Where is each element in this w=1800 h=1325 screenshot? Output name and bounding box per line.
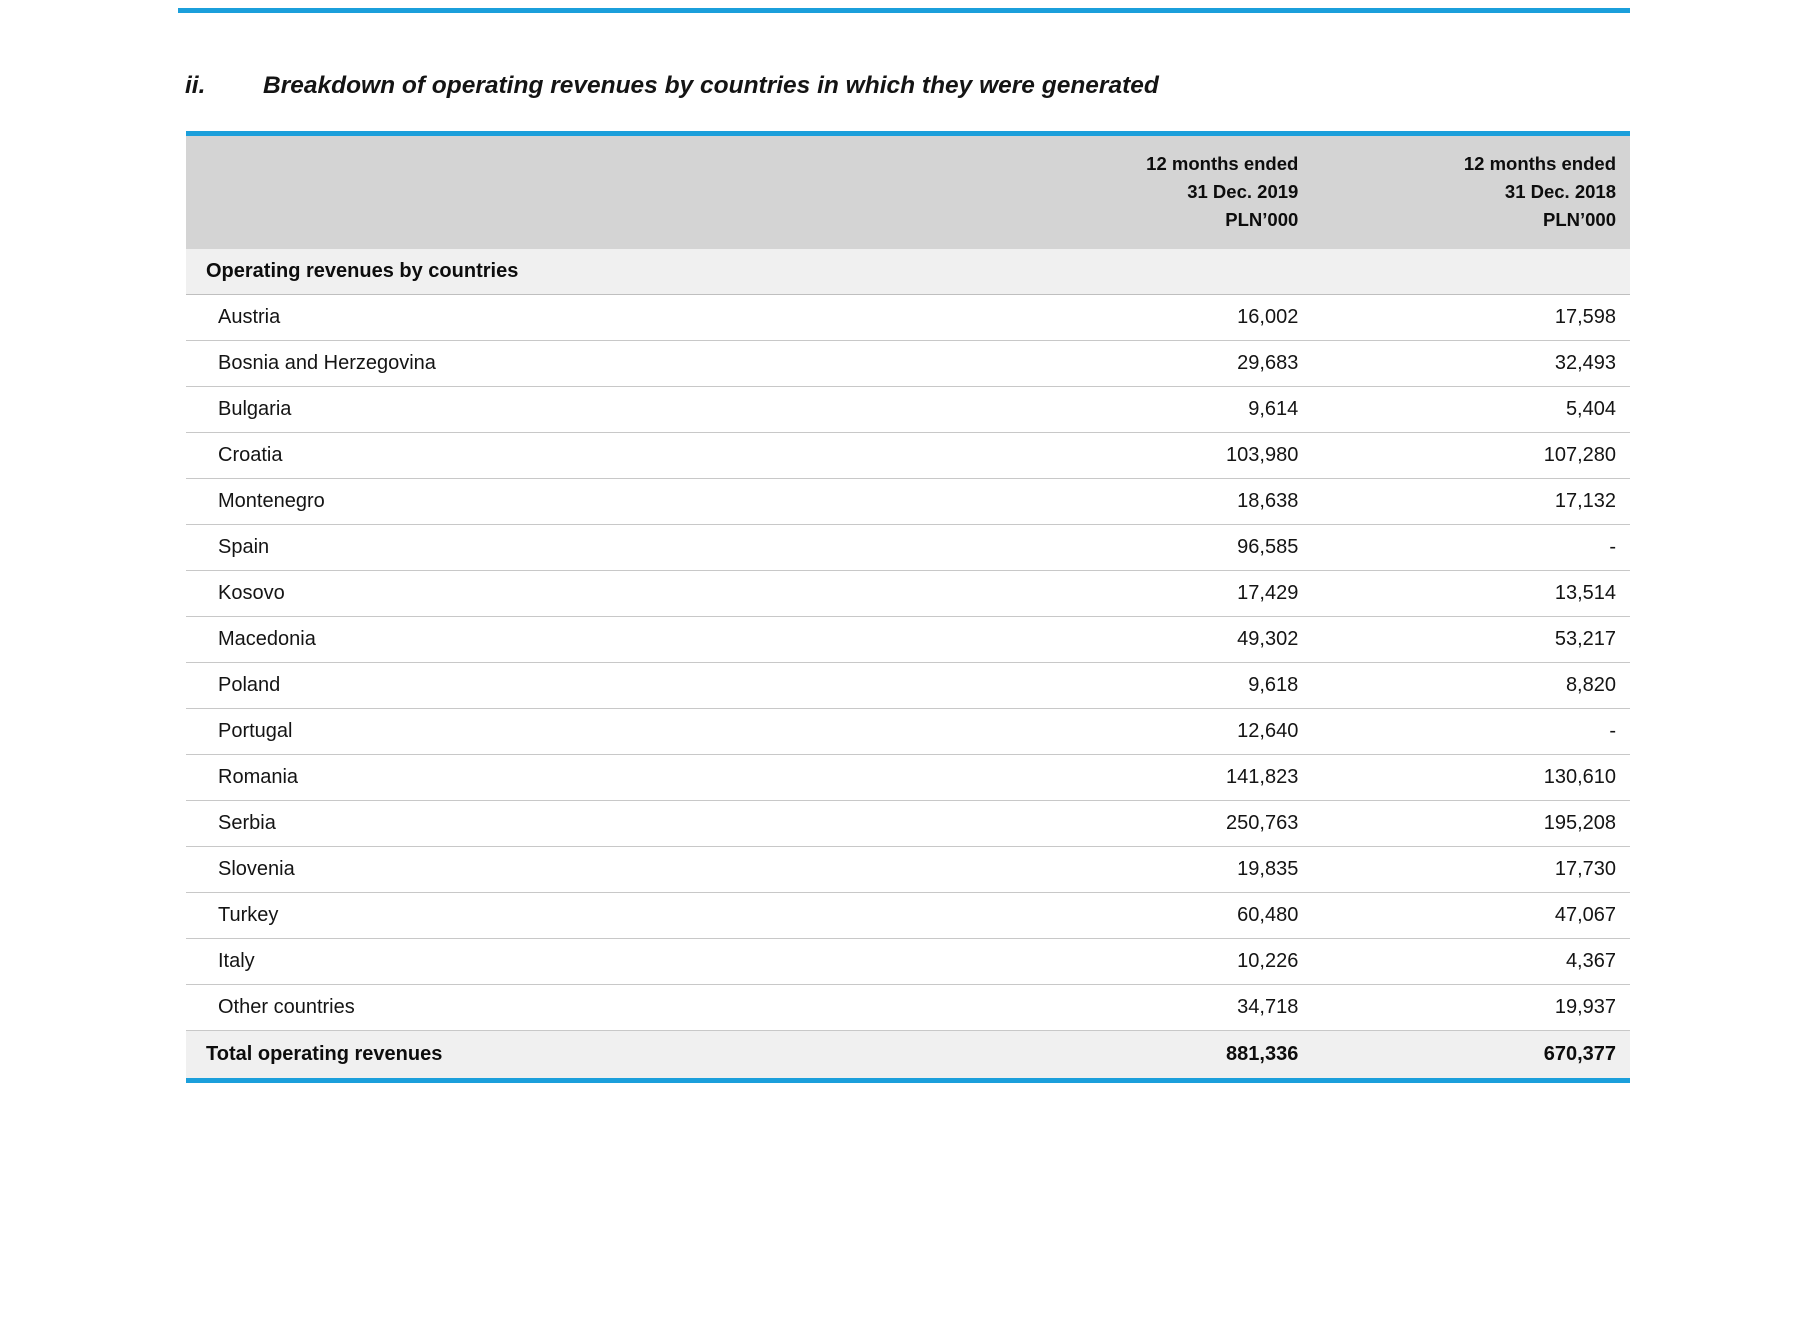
row-value-2018: -	[1312, 525, 1630, 571]
row-value-2019: 12,640	[995, 709, 1313, 755]
row-value-2019: 60,480	[995, 893, 1313, 939]
row-value-2019: 16,002	[995, 295, 1313, 341]
table-row	[186, 893, 1630, 939]
row-label: Turkey	[186, 893, 995, 939]
header-cell-2019	[995, 134, 1313, 250]
row-label: Bosnia and Herzegovina	[186, 341, 995, 387]
row-label: Serbia	[186, 801, 995, 847]
row-value-2018: 4,367	[1312, 939, 1630, 985]
total-value-2018: 670,377	[1312, 1031, 1630, 1081]
row-label: Slovenia	[186, 847, 995, 893]
table-header-row	[186, 134, 1630, 250]
revenues-by-country-table-wrapper	[186, 131, 1630, 1083]
row-value-2018: 5,404	[1312, 387, 1630, 433]
row-value-2018: 17,132	[1312, 479, 1630, 525]
row-value-2019: 18,638	[995, 479, 1313, 525]
revenues-by-country-table	[186, 131, 1630, 1083]
row-label: Romania	[186, 755, 995, 801]
header-cell-label	[186, 134, 995, 250]
row-value-2018: 32,493	[1312, 341, 1630, 387]
row-value-2018: -	[1312, 709, 1630, 755]
header-2019-line2: 31 Dec. 2019	[1187, 180, 1299, 202]
table-row	[186, 433, 1630, 479]
row-value-2018: 19,937	[1312, 985, 1630, 1031]
section-row-label: Operating revenues by countries	[186, 249, 995, 295]
row-value-2019: 10,226	[995, 939, 1313, 985]
table-row	[186, 939, 1630, 985]
row-label: Macedonia	[186, 617, 995, 663]
table-row	[186, 341, 1630, 387]
row-value-2018: 130,610	[1312, 755, 1630, 801]
header-2019-line1: 12 months ended	[1146, 153, 1299, 174]
section-title: Breakdown of operating revenues by countries in which they were generated	[263, 72, 1159, 99]
row-label: Portugal	[186, 709, 995, 755]
table-row	[186, 755, 1630, 801]
table-row	[186, 479, 1630, 525]
row-value-2019: 49,302	[995, 617, 1313, 663]
row-value-2018: 195,208	[1312, 801, 1630, 847]
row-label: Montenegro	[186, 479, 995, 525]
row-value-2018: 17,730	[1312, 847, 1630, 893]
row-value-2018: 53,217	[1312, 617, 1630, 663]
row-value-2019: 141,823	[995, 755, 1313, 801]
row-value-2018: 8,820	[1312, 663, 1630, 709]
section-number: ii.	[185, 72, 206, 99]
table-body	[186, 249, 1630, 1081]
row-label: Poland	[186, 663, 995, 709]
previous-table-bottom-rule	[178, 8, 1630, 13]
total-label: Total operating revenues	[186, 1031, 995, 1081]
table-row	[186, 295, 1630, 341]
row-label: Kosovo	[186, 571, 995, 617]
section-row-2018	[1312, 249, 1630, 295]
header-2019-line3: PLN’000	[1225, 208, 1299, 230]
header-2018-line1: 12 months ended	[1463, 153, 1616, 174]
header-2018-line3: PLN’000	[1542, 208, 1616, 230]
header-2018-line2: 31 Dec. 2018	[1504, 180, 1616, 202]
row-value-2018: 47,067	[1312, 893, 1630, 939]
row-label: Austria	[186, 295, 995, 341]
row-label: Other countries	[186, 985, 995, 1031]
total-value-2019: 881,336	[995, 1031, 1313, 1081]
row-value-2019: 29,683	[995, 341, 1313, 387]
table-row	[186, 617, 1630, 663]
section-row-2019	[995, 249, 1313, 295]
row-label: Croatia	[186, 433, 995, 479]
row-label: Bulgaria	[186, 387, 995, 433]
table-total-row	[186, 1031, 1630, 1081]
table-row	[186, 985, 1630, 1031]
row-label: Italy	[186, 939, 995, 985]
table-row	[186, 801, 1630, 847]
row-label: Spain	[186, 525, 995, 571]
table-row	[186, 387, 1630, 433]
table-row	[186, 571, 1630, 617]
row-value-2019: 96,585	[995, 525, 1313, 571]
table-header	[186, 134, 1630, 250]
row-value-2018: 107,280	[1312, 433, 1630, 479]
section-heading	[185, 72, 1625, 100]
table-row	[186, 663, 1630, 709]
row-value-2019: 9,618	[995, 663, 1313, 709]
row-value-2018: 17,598	[1312, 295, 1630, 341]
table-row	[186, 525, 1630, 571]
row-value-2019: 17,429	[995, 571, 1313, 617]
row-value-2019: 34,718	[995, 985, 1313, 1031]
header-cell-2018	[1312, 134, 1630, 250]
row-value-2019: 19,835	[995, 847, 1313, 893]
row-value-2019: 9,614	[995, 387, 1313, 433]
table-row	[186, 847, 1630, 893]
row-value-2019: 103,980	[995, 433, 1313, 479]
table-row	[186, 709, 1630, 755]
table-section-row	[186, 249, 1630, 295]
row-value-2019: 250,763	[995, 801, 1313, 847]
row-value-2018: 13,514	[1312, 571, 1630, 617]
